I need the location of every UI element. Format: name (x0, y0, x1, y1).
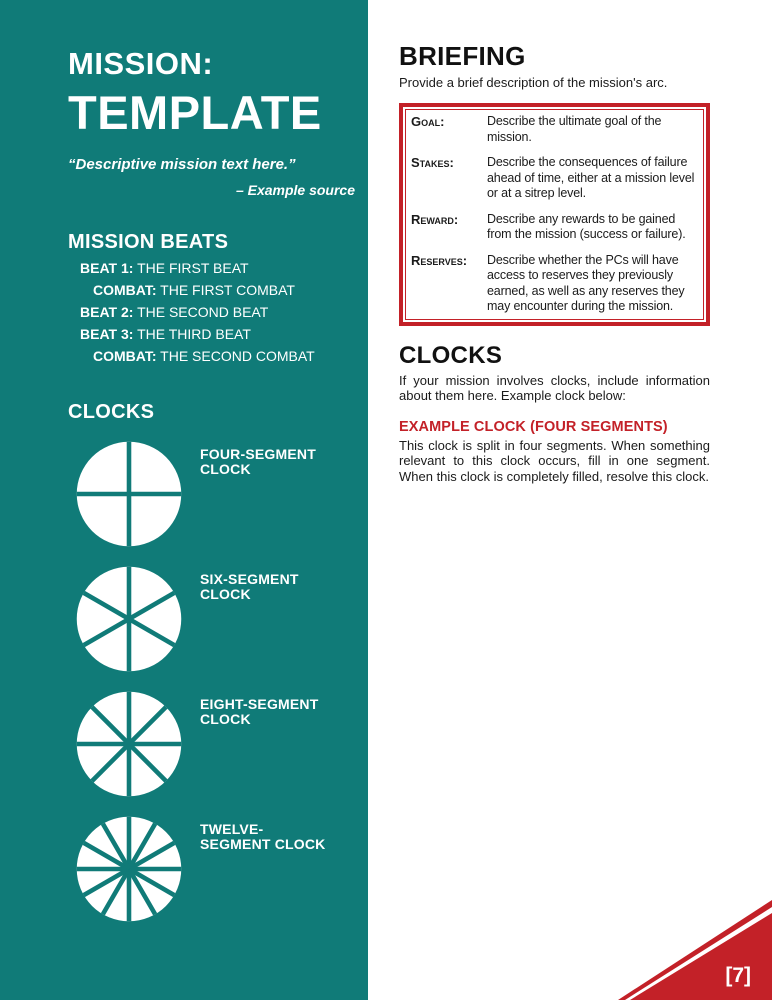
four-segment-clock-icon (74, 439, 184, 549)
briefing-subtitle: Provide a brief description of the mission's arc. (399, 75, 668, 90)
six-segment-clock-icon (74, 564, 184, 674)
clock-row (68, 439, 355, 549)
clock-label: TWELVE-SEGMENT CLOCK (200, 821, 326, 852)
clock-row (68, 814, 355, 924)
briefing-row-description: Describe the ultimate goal of the mission. (487, 114, 662, 144)
beat-text: THE FIRST BEAT (137, 260, 249, 276)
eight-segment-clock-icon (74, 689, 184, 799)
beat-label: COMBAT: (93, 348, 157, 364)
beat-label: BEAT 1: (80, 260, 134, 276)
beat-text: THE THIRD BEAT (137, 326, 251, 342)
mission-beats-heading: MISSION BEATS (68, 231, 229, 253)
clock-row (68, 689, 355, 799)
sidebar-clocks-heading: CLOCKS (68, 401, 155, 423)
beat-text: THE FIRST COMBAT (160, 282, 295, 298)
mission-sidebar (0, 0, 368, 1000)
beat-text: THE SECOND BEAT (137, 304, 269, 320)
page-number: [7] (725, 964, 751, 987)
briefing-row-description: Describe whether the PCs will have access to reserves they previously earned, as well as any reserves they may encounter during the mission. (487, 252, 685, 313)
briefing-row-description: Describe the consequences of failure ahead of time, either at a mission level or at a sitrep level. (487, 155, 695, 200)
briefing-heading: BRIEFING (399, 41, 526, 71)
clock-label: SIX-SEGMENT CLOCK (200, 571, 299, 602)
briefing-row-description: Describe any rewards to be gained from the mission (success or failure). (487, 211, 686, 241)
example-clock-paragraph: This clock is split in four segments. When something relevant to this clock occurs, fill in one segment. When this clock is completely filled, resolve this clock. (399, 437, 710, 484)
beat-item (68, 301, 355, 323)
mission-beats-list (68, 257, 355, 367)
beat-text: THE SECOND COMBAT (160, 348, 315, 364)
beat-item (68, 279, 355, 301)
briefing-column (399, 0, 710, 484)
mission-quote: “Descriptive mission text here.” (68, 156, 296, 173)
twelve-segment-clock-icon (74, 814, 184, 924)
beat-label: BEAT 2: (80, 304, 134, 320)
briefing-row-label: Stakes: (411, 155, 454, 170)
beat-item (68, 345, 355, 367)
clock-label: EIGHT-SEGMENT CLOCK (200, 696, 319, 727)
beat-item (68, 257, 355, 279)
beat-label: BEAT 3: (80, 326, 134, 342)
mission-title: TEMPLATE (68, 86, 322, 139)
briefing-table (399, 103, 710, 326)
briefing-row-label: Goal: (411, 114, 445, 129)
briefing-row-label: Reward: (411, 211, 459, 227)
beat-item (68, 323, 355, 345)
example-clock-heading: EXAMPLE CLOCK (FOUR SEGMENTS) (399, 418, 668, 435)
briefing-row-label: Reserves: (411, 252, 468, 268)
clocks-paragraph: If your mission involves clocks, include information about them here. Example clock below: (399, 372, 710, 403)
clock-label: FOUR-SEGMENT CLOCK (200, 446, 316, 477)
quote-attribution: – Example source (235, 182, 355, 198)
clocks-heading: CLOCKS (399, 341, 503, 369)
clock-row (68, 564, 355, 674)
mission-kicker: MISSION: (68, 46, 214, 81)
beat-label: COMBAT: (93, 282, 157, 298)
